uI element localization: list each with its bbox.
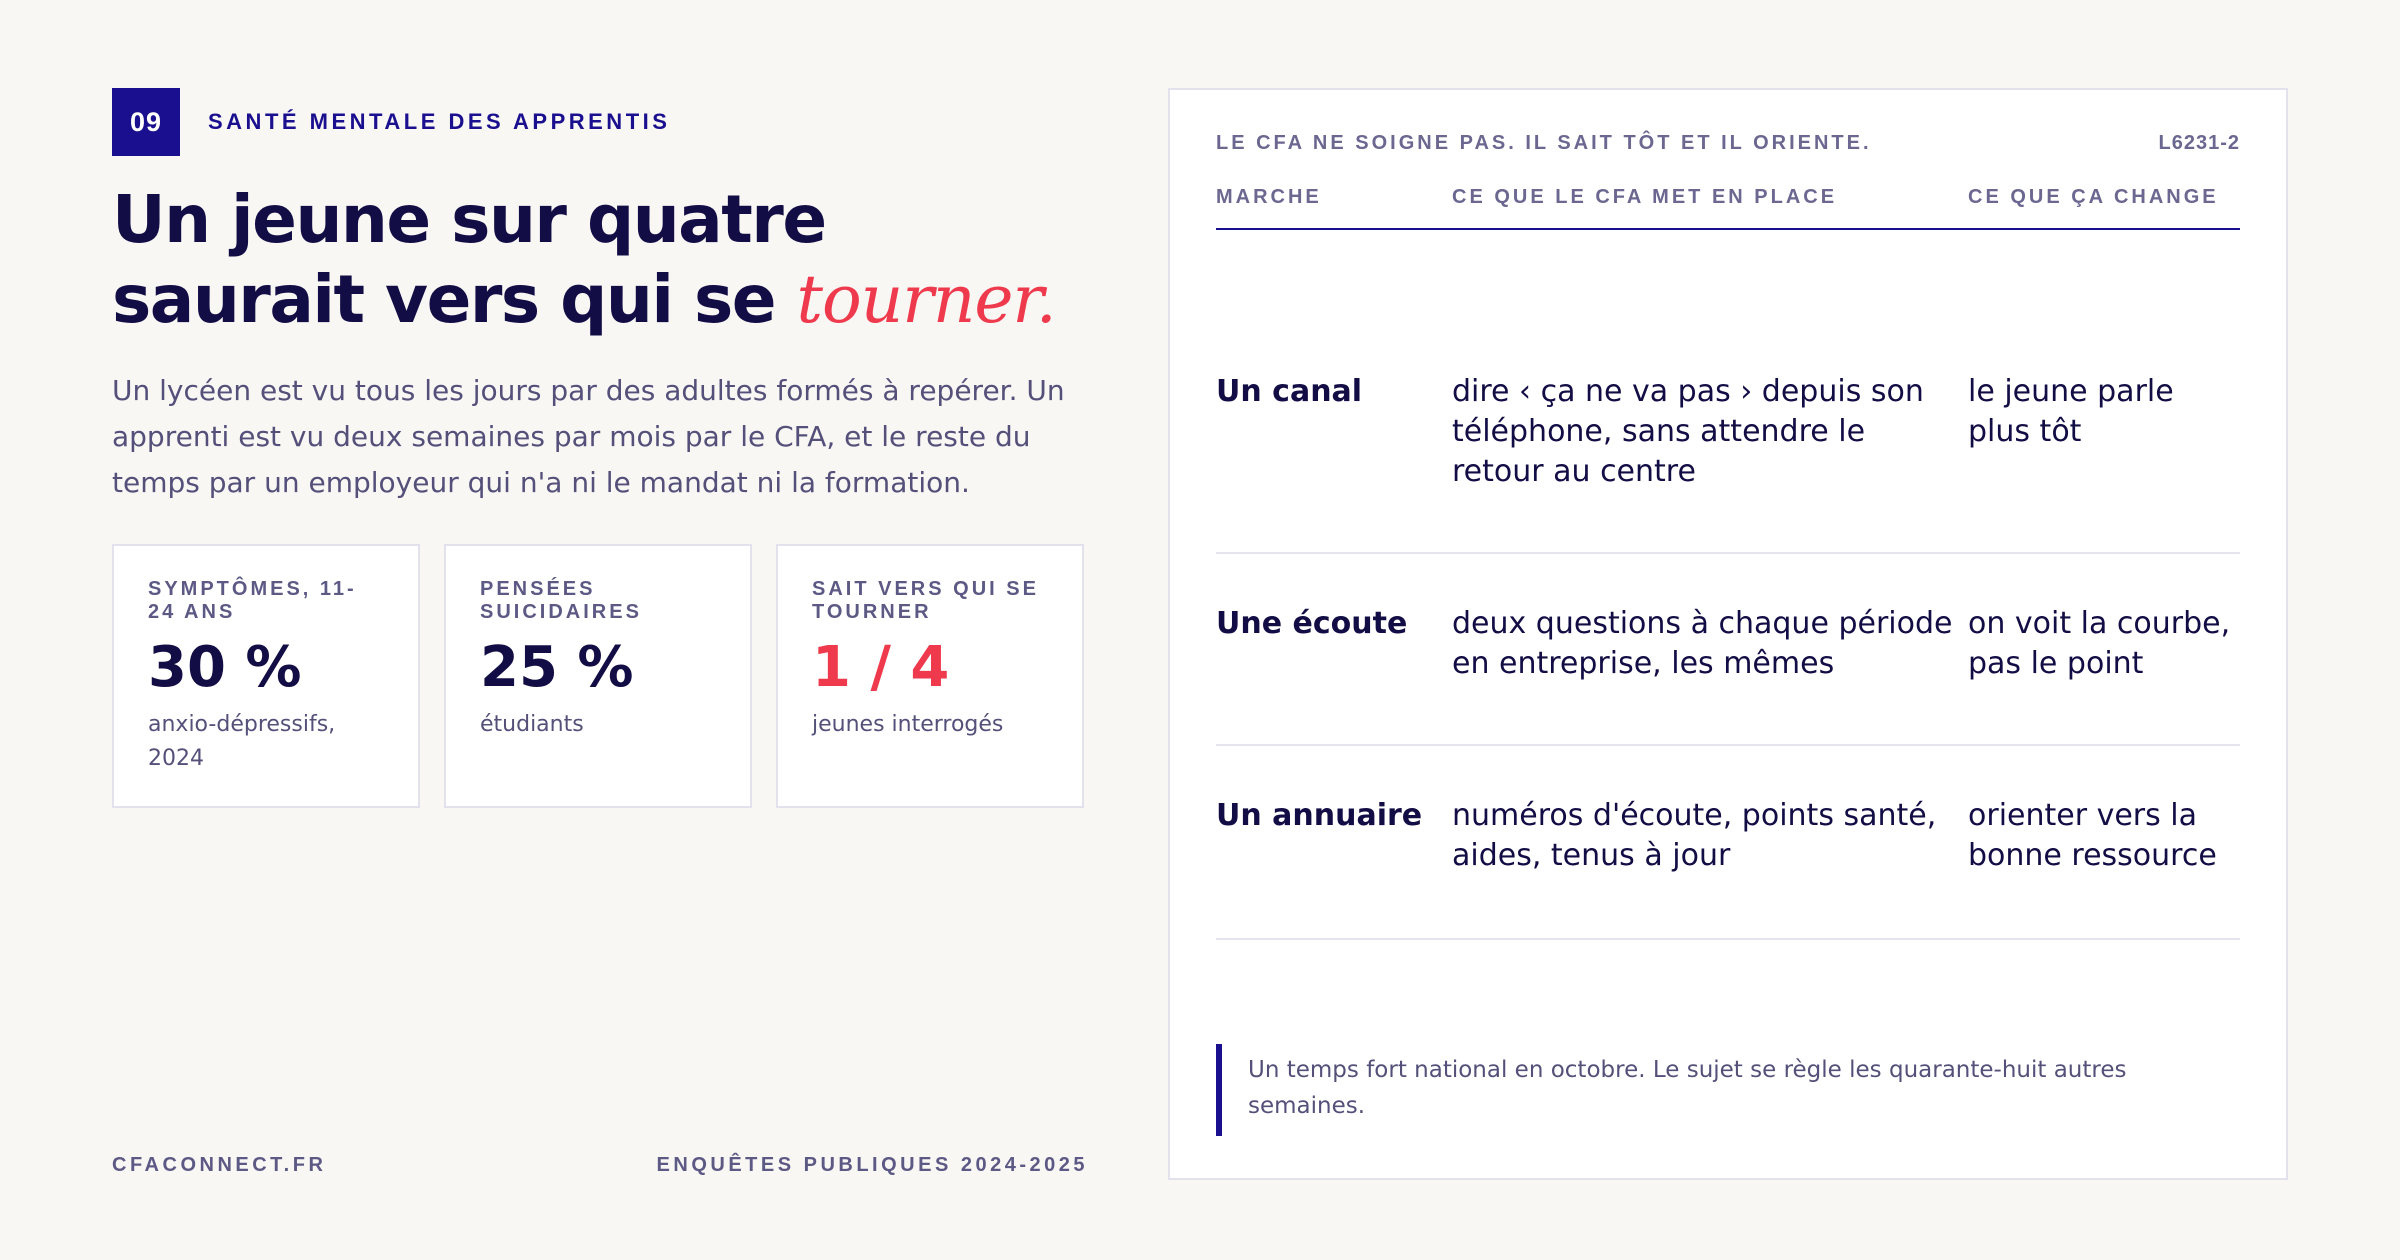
stat-note: anxio-dépressifs, 2024	[148, 712, 336, 771]
info-panel	[1168, 88, 2288, 1180]
table-row	[1216, 746, 2240, 940]
table-row	[1216, 554, 2240, 746]
stat-value: 25 %	[480, 635, 634, 700]
row-impact: orienter vers la bonne ressource	[1968, 798, 2217, 873]
footer-site: CFACONNECT.FR	[112, 1154, 327, 1176]
panel-code: L6231-2	[2158, 132, 2240, 154]
left-column	[112, 88, 1088, 534]
panel-header	[1216, 132, 2240, 155]
section-label: SANTÉ MENTALE DES APPRENTIS	[208, 109, 671, 134]
row-measure: numéros d'écoute, points santé, aides, tenus à jour	[1452, 798, 1937, 873]
stat-value: 30 %	[148, 635, 302, 700]
stat-value: 1 / 4	[812, 635, 950, 700]
panel-quote: Un temps fort national en octobre. Le sujet se règle les quarante-huit autres semaines.	[1216, 1044, 2176, 1136]
column-header-impact: CE QUE ÇA CHANGE	[1968, 186, 2219, 208]
stats-row	[112, 544, 1084, 808]
table-header	[1216, 186, 2240, 230]
row-impact: on voit la courbe, pas le point	[1968, 606, 2231, 681]
section-number-badge: 09	[112, 88, 180, 156]
row-measure: dire ‹ ça ne va pas › depuis son téléphone, sans attendre le retour au centre	[1452, 374, 1924, 489]
title-main: Un jeune sur quatre saurait vers qui se	[112, 181, 826, 338]
column-header-step: MARCHE	[1216, 186, 1322, 208]
stat-label: SAIT VERS QUI SE TOURNER	[812, 578, 1039, 623]
table-row	[1216, 230, 2240, 554]
row-measure: deux questions à chaque période en entreprise, les mêmes	[1452, 606, 1953, 681]
row-name: Un annuaire	[1216, 798, 1423, 833]
row-impact: le jeune parle plus tôt	[1968, 374, 2174, 449]
title-accent: tourner.	[796, 261, 1056, 338]
stat-label: PENSÉES SUICIDAIRES	[480, 578, 642, 623]
stat-card-suicidal-thoughts	[444, 544, 752, 808]
panel-heading: LE CFA NE SOIGNE PAS. IL SAIT TÔT ET IL ORIENTE.	[1216, 132, 1872, 154]
stat-label: SYMPTÔMES, 11-24 ANS	[148, 578, 357, 623]
stat-card-knows-where-to-turn	[776, 544, 1084, 808]
row-name: Une écoute	[1216, 606, 1408, 641]
footer-source: ENQUÊTES PUBLIQUES 2024-2025	[656, 1154, 1088, 1176]
lead-paragraph: Un lycéen est vu tous les jours par des adultes formés à repérer. Un apprenti est vu deux semaines par mois par le CFA, et le reste du temps par un employeur qui n'a ni le mandat ni la formation.	[112, 374, 1065, 499]
stat-note: étudiants	[480, 712, 584, 737]
stat-note: jeunes interrogés	[812, 712, 1004, 737]
row-name: Un canal	[1216, 374, 1363, 409]
page-title	[112, 180, 1088, 340]
section-eyebrow	[112, 88, 1088, 156]
stat-card-symptoms	[112, 544, 420, 808]
column-header-measure: CE QUE LE CFA MET EN PLACE	[1452, 186, 1838, 208]
